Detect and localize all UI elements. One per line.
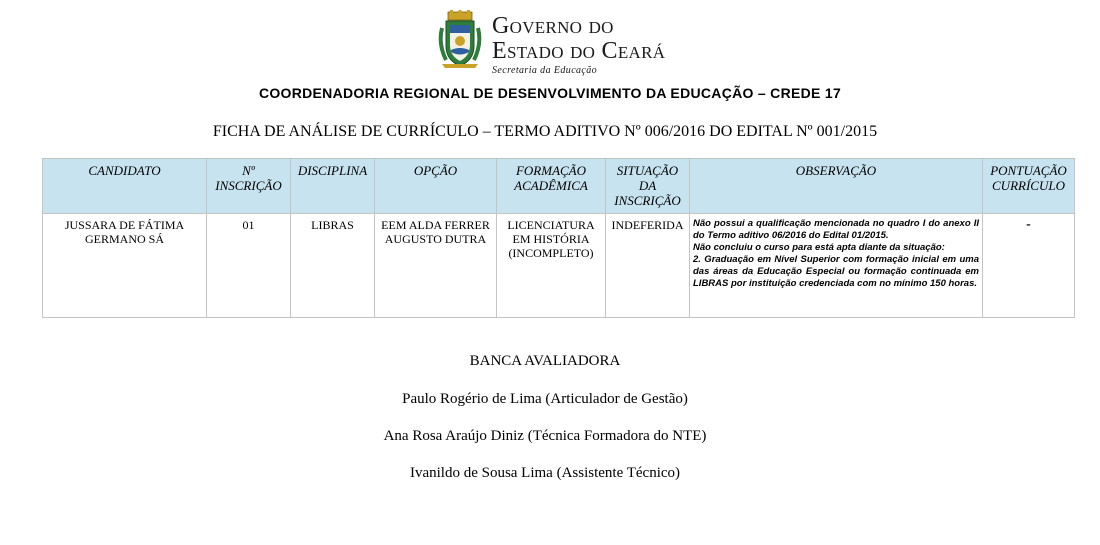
col-candidato: CANDIDATO: [43, 159, 207, 214]
observacao-paragraph-2: Não concluiu o curso para está apta diante da situação:: [693, 242, 945, 253]
organization-title: COORDENADORIA REGIONAL DE DESENVOLVIMENTO DA EDUCAÇÃO – CREDE 17: [258, 85, 842, 101]
table-row: [43, 214, 1075, 318]
cell-pontuacao: -: [983, 214, 1075, 318]
government-logotype: [492, 14, 665, 76]
evaluation-table: [42, 158, 1075, 318]
cell-formacao: LICENCIATURA EM HISTÓRIA (INCOMPLETO): [497, 214, 606, 318]
banca-member: Ana Rosa Araújo Diniz (Técnica Formadora do NTE): [383, 428, 707, 444]
cell-opcao: EEM ALDA FERRER AUGUSTO DUTRA: [375, 214, 497, 318]
col-opcao: OPÇÃO: [375, 159, 497, 214]
banca-member: Ivanildo de Sousa Lima (Assistente Técnico): [409, 465, 681, 481]
table-header-row: [43, 159, 1075, 214]
document-header: [0, 8, 1100, 76]
col-pontuacao: PONTUAÇÃO CURRÍCULO: [983, 159, 1075, 214]
cell-disciplina: LIBRAS: [291, 214, 375, 318]
cell-inscricao: 01: [207, 214, 291, 318]
col-observacao: OBSERVAÇÃO: [690, 159, 983, 214]
document-title: FICHA DE ANÁLISE DE CURRÍCULO – TERMO ADITIVO Nº 006/2016 DO EDITAL Nº 001/2015: [212, 123, 878, 140]
secretaria-subtitle: Secretaria da Educação: [492, 65, 598, 76]
gov-line-2: Estado do Ceará: [492, 38, 666, 64]
observacao-paragraph-1: Não possui a qualificação mencionada no quadro I do anexo II do Termo aditivo 06/2016 do Edital 01/2015.: [693, 218, 979, 241]
col-formacao: FORMAÇÃO ACADÊMICA: [497, 159, 606, 214]
state-coat-of-arms-icon: [436, 10, 484, 70]
gov-line-1: Governo do: [492, 13, 614, 39]
cell-observacao: [690, 214, 983, 318]
banca-title: BANCA AVALIADORA: [469, 353, 621, 369]
cell-situacao: INDEFERIDA: [606, 214, 690, 318]
col-inscricao: Nº INSCRIÇÃO: [207, 159, 291, 214]
cell-candidato: JUSSARA DE FÁTIMA GERMANO SÁ: [43, 214, 207, 318]
observacao-paragraph-3: 2. Graduação em Nível Superior com formação inicial em uma das áreas da Educação Especial ou formação continuada em LIBRAS por instituição credenciada com no mínimo 150 horas.: [693, 254, 979, 289]
col-situacao: SITUAÇÃO DA INSCRIÇÃO: [606, 159, 690, 214]
banca-member: Paulo Rogério de Lima (Articulador de Gestão): [402, 391, 688, 407]
col-disciplina: DISCIPLINA: [291, 159, 375, 214]
